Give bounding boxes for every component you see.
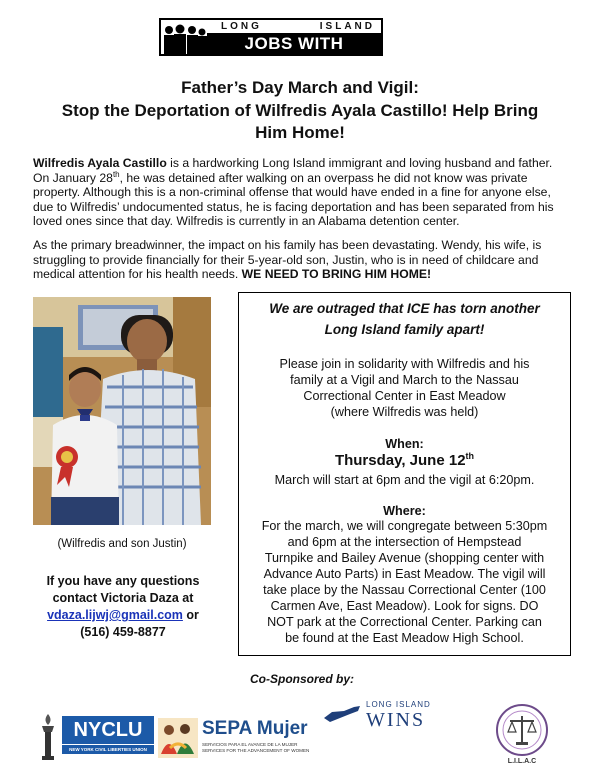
contact-email-line (28, 607, 218, 623)
lilac-scales-icon (494, 702, 550, 758)
jobs-with-justice-logo (159, 18, 383, 74)
contact-or: or (182, 608, 199, 622)
where-line6: Carmen Ave, East Meadow). Look for signs. DO (270, 599, 539, 613)
event-details-box (238, 292, 571, 656)
event-date (239, 452, 570, 470)
sepa-subtitle-es: SERVICIOS PARA EL AVANCE DE LA MUJER (202, 742, 298, 747)
where-line5: take place by the Nassau Correctional Center (100 (263, 583, 546, 597)
liwins-top-text: LONG ISLAND (366, 700, 431, 709)
cosponsor-label: Co-Sponsored by: (250, 672, 354, 686)
long-island-map-icon (322, 704, 362, 726)
story-date-sup: th (112, 169, 120, 179)
event-headline-line1: We are outraged that ICE has torn another (269, 301, 540, 316)
liwins-wordmark: WINS (366, 709, 426, 731)
where-label: Where: (383, 504, 426, 518)
person-name: Wilfredis Ayala Castillo (33, 156, 167, 170)
logo-island-text: ISLAND (319, 20, 375, 32)
page-subtitle-line1: Stop the Deportation of Wilfredis Ayala Castillo! Help Bring (61, 101, 539, 120)
event-invite-line4: (where Wilfredis was held) (330, 405, 479, 419)
torch-icon (38, 712, 58, 762)
story-text-b: , he was detained after walking on an overpass he did not know was private property. Although this is a non-criminal offense that would have ended in a fine for anyone else, due to Wilfredis’ undocumented status, he is facing deportation and has been separated from his loved ones since that day. Wilfredis is currently in an Alabama detention center. (33, 170, 554, 228)
nyclu-subtitle: NEW YORK CIVIL LIBERTIES UNION (62, 745, 154, 754)
event-invite-line2: family at a Vigil and March to the Nassau (290, 373, 519, 387)
logo-main-text: JOBS WITH JUSTICE (207, 33, 381, 54)
photo-caption: (Wilfredis and son Justin) (57, 538, 187, 550)
event-date-sup: th (465, 451, 475, 461)
women-group-icon (158, 718, 198, 758)
contact-email-link[interactable]: vdaza.lijwj@gmail.com (47, 608, 183, 622)
contact-line2: contact Victoria Daza at (52, 591, 194, 605)
where-line4: Advance Auto Parts) in East Meadow. The vigil will (263, 567, 546, 581)
lilac-text: L.I.L.A.C (507, 758, 537, 765)
contact-phone: (516) 459-8877 (80, 625, 166, 639)
long-island-wins-logo (322, 698, 440, 732)
story-text-a: is a hardworking Long Island immigrant and loving husband and father. On January 28 (33, 156, 553, 185)
impact-text: As the primary breadwinner, the impact on his family has been devastating. Wendy, his wife, is struggling to provide financially for their 5-year-old son, Justin, who is in need of childcare and medical attention for his health needs. (33, 238, 542, 281)
page-title: Father’s Day March and Vigil: (181, 78, 419, 97)
page-subtitle-line2: Him Home! (255, 123, 345, 142)
story-paragraph (33, 156, 567, 229)
when-label: When: (385, 437, 424, 451)
family-photo (33, 297, 211, 525)
nyclu-logo (38, 712, 156, 762)
logo-long-text: LONG (221, 20, 262, 32)
event-times: March will start at 6pm and the vigil at 6:20pm. (274, 473, 535, 487)
sepa-subtitle-en: SERVICES FOR THE ADVANCEMENT OF WOMEN (202, 748, 310, 753)
sepa-mujer-logo (158, 718, 308, 764)
event-invite-line3: Correctional Center in East Meadow (303, 389, 506, 403)
people-group-icon (161, 20, 207, 54)
where-line3: Turnpike and Bailey Avenue (shopping center with (264, 551, 545, 565)
impact-paragraph (33, 238, 567, 282)
lilac-logo (494, 702, 550, 768)
nyclu-wordmark: NYCLU (62, 716, 154, 744)
where-line8: be found at the East Meadow High School. (285, 631, 524, 645)
contact-line1: If you have any questions (46, 574, 200, 588)
where-line2: and 6pm at the intersection of Hempstead (287, 535, 522, 549)
event-headline-line2: Long Island family apart! (324, 322, 485, 337)
event-invite-line1: Please join in solidarity with Wilfredis and his (279, 357, 530, 371)
impact-emphasis: WE NEED TO BRING HIM HOME! (241, 267, 432, 281)
where-line7: NOT park at the Correctional Center. Parking can (267, 615, 542, 629)
where-line1: For the march, we will congregate between 5:30pm (261, 519, 548, 533)
event-date-text: Thursday, June 12 (334, 452, 466, 469)
sepa-wordmark: SEPA Mujer (202, 718, 308, 739)
